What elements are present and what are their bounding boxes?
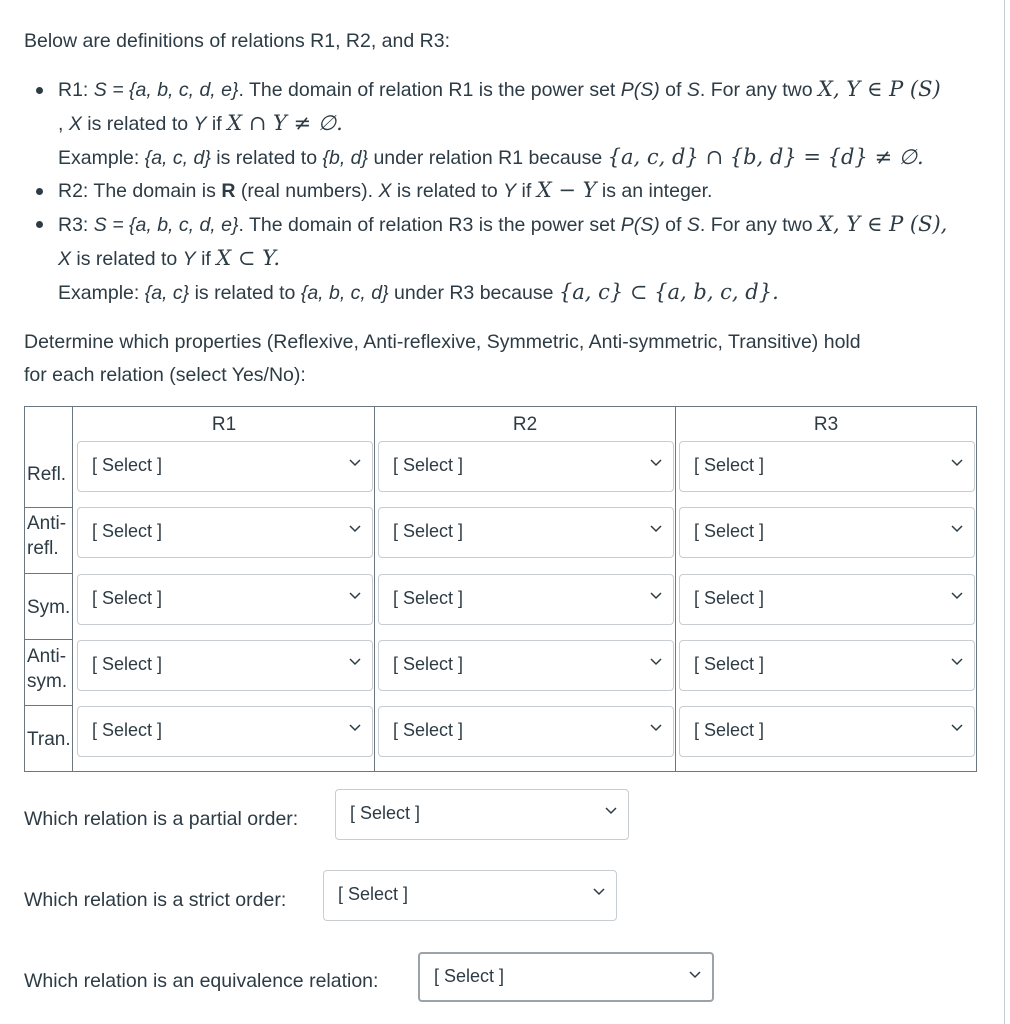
equivalence-label: Which relation is an equivalence relation: xyxy=(24,970,379,992)
chevron-down-icon xyxy=(950,458,964,468)
column-header-r3: R3 xyxy=(813,414,839,435)
row-label-anti-reflexive: Anti- refl. xyxy=(27,513,67,559)
question-line2: for each relation (select Yes/No): xyxy=(24,364,306,386)
question-line1: Determine which properties (Reflexive, Anti-reflexive, Symmetric, Anti-symmetric, Transitive) hold xyxy=(24,331,861,353)
select-transitive-r3[interactable]: [ Select ] xyxy=(679,706,975,757)
row-label-symmetric: Sym. xyxy=(27,597,71,618)
r1-definition-line1: R1: S = {a, b, c, d, e}. The domain of relation R1 is the power set P(S) of S. For any two X, Y ∈ P (S) xyxy=(58,77,941,101)
chevron-down-icon xyxy=(348,723,362,733)
select-anti-reflexive-r2[interactable]: [ Select ] xyxy=(378,507,674,558)
column-header-r2: R2 xyxy=(512,414,538,435)
chevron-down-icon xyxy=(649,524,663,534)
column-header-r1: R1 xyxy=(211,414,237,435)
row-label-transitive: Tran. xyxy=(27,729,71,750)
select-anti-symmetric-r1[interactable]: [ Select ] xyxy=(77,640,373,691)
table-divider xyxy=(72,406,73,772)
chevron-down-icon xyxy=(649,591,663,601)
intro-text: Below are definitions of relations R1, R2, and R3: xyxy=(24,30,450,52)
strict-order-select[interactable]: [ Select ] xyxy=(323,870,617,921)
bullet-r1 xyxy=(36,87,43,94)
table-row-divider xyxy=(24,507,72,508)
chevron-down-icon xyxy=(950,591,964,601)
table-row-divider xyxy=(24,705,72,706)
table-row-divider xyxy=(24,639,72,640)
r2-definition: R2: The domain is R (real numbers). X is related to Y if X − Y is an integer. xyxy=(58,178,713,202)
select-reflexive-r2[interactable]: [ Select ] xyxy=(378,441,674,492)
select-symmetric-r2[interactable]: [ Select ] xyxy=(378,574,674,625)
chevron-down-icon xyxy=(649,458,663,468)
partial-order-select[interactable]: [ Select ] xyxy=(335,789,629,840)
select-transitive-r1[interactable]: [ Select ] xyxy=(77,706,373,757)
equivalence-select[interactable]: [ Select ] xyxy=(418,952,714,1002)
r3-definition-line2: X is related to Y if X ⊂ Y. xyxy=(58,246,280,270)
chevron-down-icon xyxy=(950,723,964,733)
row-label-anti-symmetric: Anti- sym. xyxy=(27,646,68,692)
select-transitive-r2[interactable]: [ Select ] xyxy=(378,706,674,757)
r1-definition-line2: , X is related to Y if X ∩ Y ≠ ∅. xyxy=(58,111,343,135)
chevron-down-icon xyxy=(604,806,618,816)
strict-order-label: Which relation is a strict order: xyxy=(24,889,287,911)
select-symmetric-r1[interactable]: [ Select ] xyxy=(77,574,373,625)
select-reflexive-r1[interactable]: [ Select ] xyxy=(77,441,373,492)
table-divider xyxy=(374,406,375,772)
select-anti-symmetric-r2[interactable]: [ Select ] xyxy=(378,640,674,691)
chevron-down-icon xyxy=(649,723,663,733)
r1-example: Example: {a, c, d} is related to {b, d} under relation R1 because {a, c, d} ∩ {b, d} = {d} ≠ ∅. xyxy=(58,145,924,169)
select-anti-symmetric-r3[interactable]: [ Select ] xyxy=(679,640,975,691)
chevron-down-icon xyxy=(688,970,702,980)
table-divider xyxy=(675,406,676,772)
chevron-down-icon xyxy=(348,458,362,468)
select-symmetric-r3[interactable]: [ Select ] xyxy=(679,574,975,625)
chevron-down-icon xyxy=(950,657,964,667)
row-label-reflexive: Refl. xyxy=(27,464,67,485)
select-anti-reflexive-r3[interactable]: [ Select ] xyxy=(679,507,975,558)
chevron-down-icon xyxy=(950,524,964,534)
chevron-down-icon xyxy=(348,524,362,534)
page-right-border xyxy=(1004,0,1005,1024)
r3-example: Example: {a, c} is related to {a, b, c, d} under R3 because {a, c} ⊂ {a, b, c, d}. xyxy=(58,280,779,304)
select-anti-reflexive-r1[interactable]: [ Select ] xyxy=(77,507,373,558)
chevron-down-icon xyxy=(348,591,362,601)
r3-definition-line1: R3: S = {a, b, c, d, e}. The domain of relation R3 is the power set P(S) of S. For any two X, Y ∈ P (S), xyxy=(58,212,948,236)
chevron-down-icon xyxy=(348,657,362,667)
bullet-r2 xyxy=(36,188,43,195)
chevron-down-icon xyxy=(649,657,663,667)
select-reflexive-r3[interactable]: [ Select ] xyxy=(679,441,975,492)
partial-order-label: Which relation is a partial order: xyxy=(24,808,299,830)
table-row-divider xyxy=(24,573,72,574)
bullet-r3 xyxy=(36,221,43,228)
chevron-down-icon xyxy=(592,887,606,897)
